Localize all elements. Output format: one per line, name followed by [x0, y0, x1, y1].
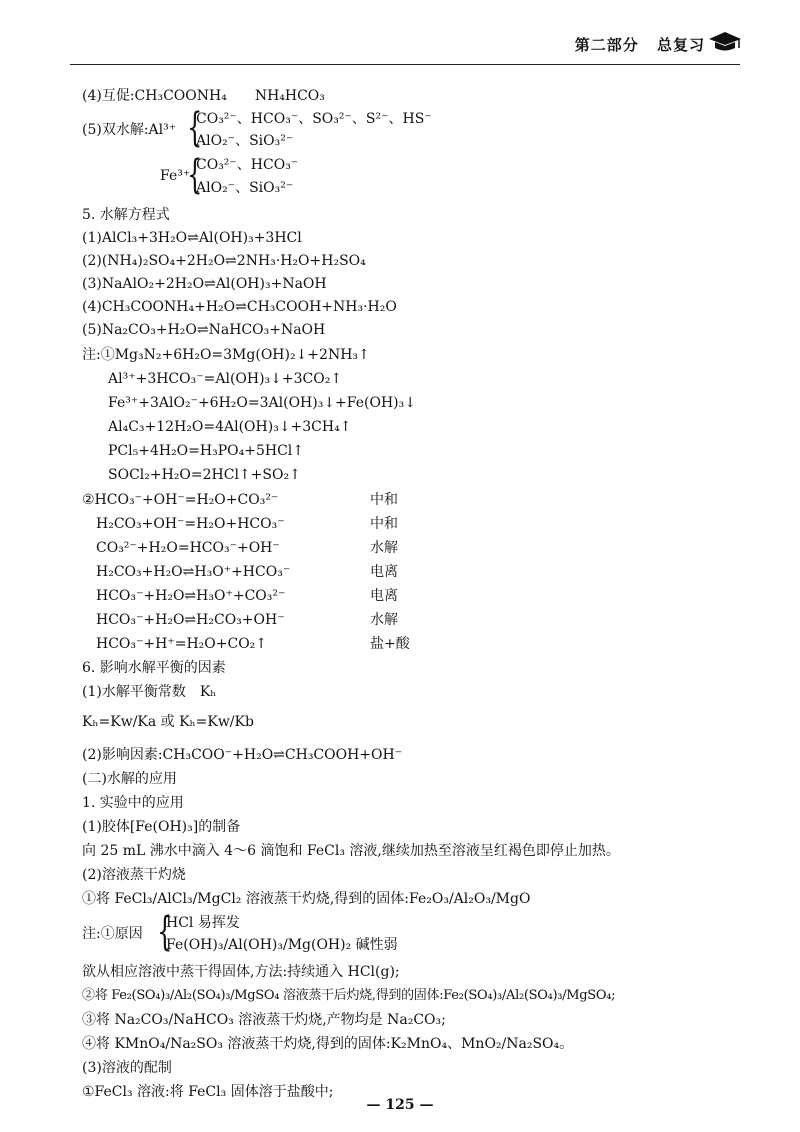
equation: H₂CO₃+OH⁻=H₂O+HCO₃⁻ [96, 516, 285, 532]
equation: PCl₅+4H₂O=H₃PO₄+5HCl↑ [108, 443, 304, 459]
reaction-type: 电离 [370, 564, 398, 580]
equation: Al³⁺+3HCO₃⁻=Al(OH)₃↓+3CO₂↑ [108, 371, 343, 387]
equation: 注:①Mg₃N₂+6H₂O=3Mg(OH)₂↓+2NH₃↑ [82, 347, 370, 363]
equation: (5)Na₂CO₃+H₂O⇌NaHCO₃+NaOH [82, 322, 326, 338]
text-line: (1)胶体[Fe(OH)₃]的制备 [82, 819, 241, 835]
equation: Al₄C₃+12H₂O=4Al(OH)₃↓+3CH₄↑ [108, 419, 352, 435]
text-line: 注:①原因 [82, 926, 143, 942]
text-line: HCl 易挥发 [166, 915, 240, 931]
text-line: Fe(OH)₃/Al(OH)₃/Mg(OH)₂ 碱性弱 [166, 937, 398, 953]
equation: H₂CO₃+H₂O⇌H₃O⁺+HCO₃⁻ [96, 564, 291, 580]
section-heading: 1. 实验中的应用 [82, 795, 184, 811]
text-line: ④将 KMnO₄/Na₂SO₃ 溶液蒸干灼烧,得到的固体:K₂MnO₄、MnO₂/Na₂SO₄。 [82, 1036, 574, 1052]
equation: HCO₃⁻+H⁺=H₂O+CO₂↑ [96, 636, 268, 652]
equation: Fe³⁺+3AlO₂⁻+6H₂O=3Al(OH)₃↓+Fe(OH)₃↓ [108, 395, 416, 411]
brace: { [157, 909, 173, 955]
text-line: (1)水解平衡常数 Kₕ [82, 684, 217, 700]
reaction-type: 水解 [370, 540, 398, 556]
reaction-type: 盐+酸 [370, 636, 410, 652]
equation: (1)AlCl₃+3H₂O⇌Al(OH)₃+3HCl [82, 230, 302, 246]
text-line: ③将 Na₂CO₃/NaHCO₃ 溶液蒸干灼烧,产物均是 Na₂CO₃; [82, 1012, 446, 1028]
text-line: ②将 Fe₂(SO₄)₃/Al₂(SO₄)₃/MgSO₄ 溶液蒸干后灼烧,得到的固体:Fe₂(SO₄)₃/Al₂(SO₄)₃/MgSO₄; [82, 988, 616, 1003]
text-line: ①FeCl₃ 溶液:将 FeCl₃ 固体溶于盐酸中; [82, 1084, 334, 1100]
header-title: 总复习 [656, 36, 705, 54]
brace: { [187, 105, 203, 151]
formula: Kₕ=Kw/Ka 或 Kₕ=Kw/Kb [82, 714, 254, 730]
page-header [563, 34, 705, 55]
section-heading: 5. 水解方程式 [82, 207, 170, 223]
reaction-type: 电离 [370, 588, 398, 604]
equation: (4)CH₃COONH₄+H₂O⇌CH₃COOH+NH₃·H₂O [82, 299, 397, 315]
equation: (2)影响因素:CH₃COO⁻+H₂O⇌CH₃COOH+OH⁻ [82, 747, 403, 763]
equation: (3)NaAlO₂+2H₂O⇌Al(OH)₃+NaOH [82, 276, 327, 292]
text-line: (4)互促:CH₃COONH₄ NH₄HCO₃ [82, 88, 325, 104]
equation: CO₃²⁻+H₂O=HCO₃⁻+OH⁻ [96, 540, 280, 556]
text-line: (5)双水解:Al³⁺ [82, 122, 177, 138]
section-heading: (3)溶液的配制 [82, 1060, 172, 1076]
text-line: 向 25 mL 沸水中滴入 4～6 滴饱和 FeCl₃ 溶液,继续加热至溶液呈红褐色即停止加热。 [82, 843, 620, 859]
reaction-type: 中和 [370, 516, 398, 532]
equation: SOCl₂+H₂O=2HCl↑+SO₂↑ [108, 467, 301, 483]
text-line: ①将 FeCl₃/AlCl₃/MgCl₂ 溶液蒸干灼烧,得到的固体:Fe₂O₃/Al₂O₃/MgO [82, 891, 531, 907]
brace: { [187, 152, 203, 198]
text-line: AlO₂⁻、SiO₃²⁻ [196, 180, 294, 196]
equation: HCO₃⁻+H₂O⇌H₃O⁺+CO₃²⁻ [96, 588, 286, 604]
equation: HCO₃⁻+H₂O⇌H₂CO₃+OH⁻ [96, 612, 285, 628]
header-rule [70, 64, 740, 65]
reaction-type: 中和 [370, 492, 398, 508]
text-line: AlO₂⁻、SiO₃²⁻ [196, 133, 294, 149]
header-part: 第二部分 [574, 36, 639, 54]
text-line: CO₃²⁻、HCO₃⁻、SO₃²⁻、S²⁻、HS⁻ [196, 111, 432, 127]
section-heading: 6. 影响水解平衡的因素 [82, 660, 226, 676]
reaction-type: 水解 [370, 612, 398, 628]
section-heading: (二)水解的应用 [82, 771, 177, 787]
page-number: — 125 — [366, 1097, 434, 1113]
equation: (2)(NH₄)₂SO₄+2H₂O⇌2NH₃·H₂O+H₂SO₄ [82, 253, 366, 269]
text-line: CO₃²⁻、HCO₃⁻ [196, 157, 299, 173]
text-line: (2)溶液蒸干灼烧 [82, 867, 186, 883]
text-line: 欲从相应溶液中蒸干得固体,方法:持续通入 HCl(g); [82, 964, 400, 980]
graduation-cap-icon [708, 30, 742, 52]
text-line: Fe³⁺ [160, 168, 191, 184]
equation: ②HCO₃⁻+OH⁻=H₂O+CO₃²⁻ [82, 492, 279, 508]
